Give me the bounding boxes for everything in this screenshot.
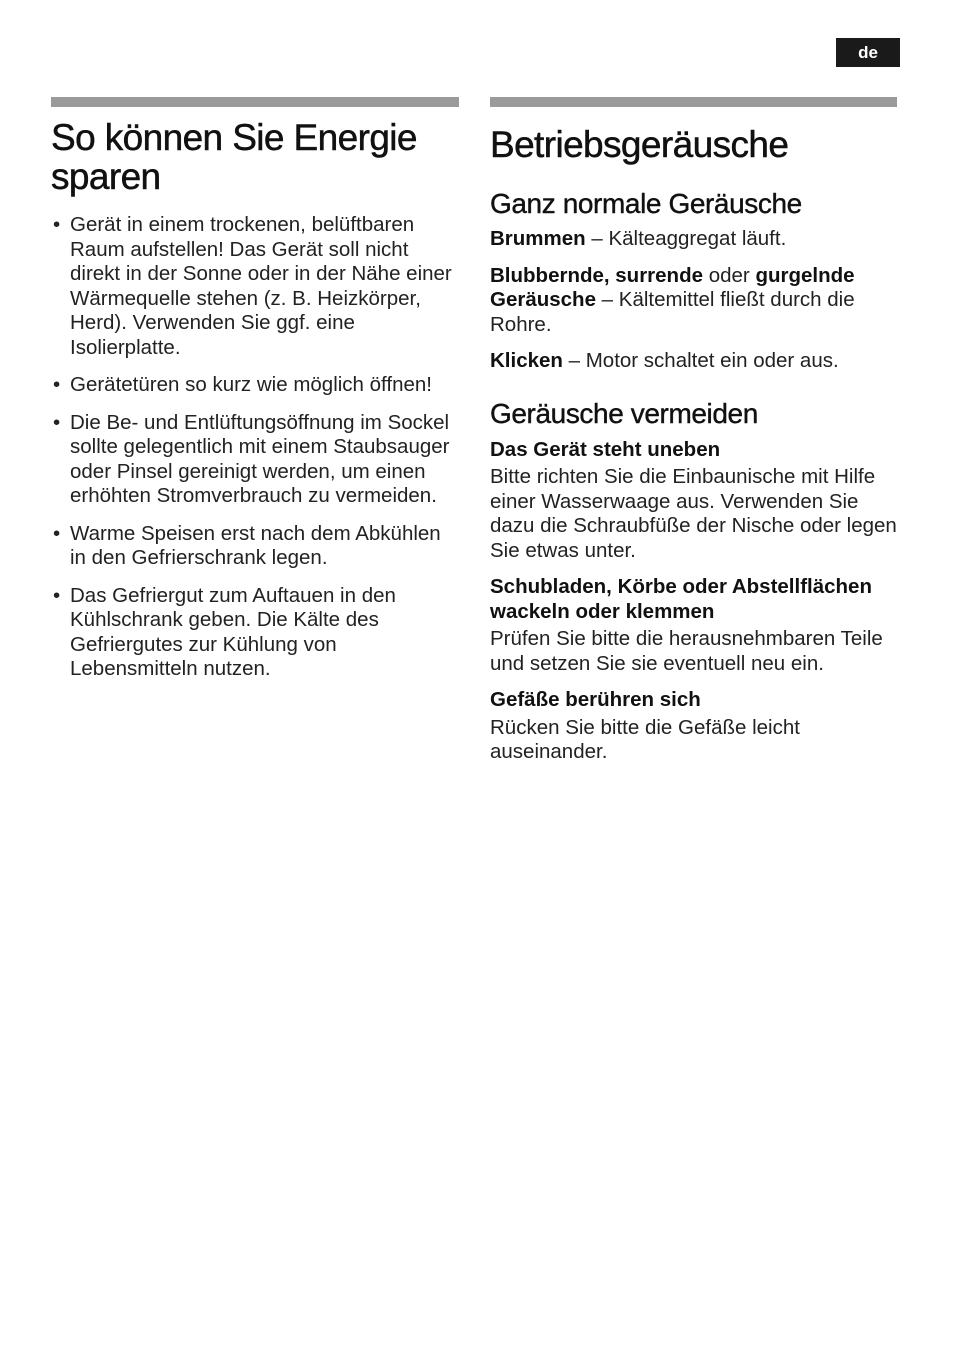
avoid-item-text: Rücken Sie bitte die Gefäße leicht auseinander. xyxy=(490,715,800,763)
bullet-icon: • xyxy=(53,521,61,545)
list-item xyxy=(51,584,459,682)
energy-tips-list xyxy=(51,213,459,682)
list-item xyxy=(51,411,459,509)
list-item-text: Warme Speisen erst nach dem Abkühlen in den Gefrierschrank legen. xyxy=(70,521,441,569)
list-item-text: Die Be- und Entlüftungsöffnung im Sockel sollte gelegentlich mit einem Staubsauger oder Pinsel gereinigt werden, um einen erhöhten Stromverbrauch zu vermeiden. xyxy=(70,410,450,507)
section-divider-bar xyxy=(51,97,459,107)
avoid-noises-heading: Geräusche vermeiden xyxy=(490,397,758,429)
section-divider-bar xyxy=(490,97,897,107)
noise-term: Blubbernde, surrende xyxy=(490,263,704,287)
avoid-item xyxy=(490,575,900,676)
operating-noises-title: Betriebsgeräusche xyxy=(490,124,789,165)
avoid-item-title: Schubladen, Körbe oder Abstellflächen wackeln oder klemmen xyxy=(490,575,872,623)
noise-term: gurgelnde Geräusche xyxy=(490,263,855,311)
bullet-icon: • xyxy=(53,373,61,396)
energy-saving-title: So können Sie Energie sparen xyxy=(51,117,417,197)
avoid-item-title: Gefäße berühren sich xyxy=(490,688,701,711)
list-item xyxy=(51,213,459,360)
noise-klicken xyxy=(490,349,900,374)
avoid-item xyxy=(490,438,900,564)
language-badge: de xyxy=(836,38,900,67)
noise-brummen xyxy=(490,227,900,252)
bullet-icon: • xyxy=(53,213,61,236)
normal-noises-heading: Ganz normale Geräusche xyxy=(490,188,802,219)
bullet-icon: • xyxy=(53,583,61,607)
list-item xyxy=(51,373,459,398)
noise-term: Klicken xyxy=(490,349,563,372)
operating-noises-section xyxy=(490,97,900,765)
noise-description: – Kälteaggregat läuft. xyxy=(585,227,787,250)
avoid-item-text: Prüfen Sie bitte die herausnehmbaren Teile und setzen Sie sie eventuell neu ein. xyxy=(490,627,883,675)
list-item-text: Gerätetüren so kurz wie möglich öffnen! xyxy=(70,373,432,396)
avoid-item xyxy=(490,688,900,765)
list-item-text: Gerät in einem trockenen, belüftbaren Raum aufstellen! Das Gerät soll nicht direkt in der Sonne oder in der Nähe einer Wärmequelle stehen (z. B. Heizkörper, Herd). Verwenden Sie ggf. eine Isolierplatte. xyxy=(70,213,452,359)
list-item-text: Das Gefriergut zum Auftauen in den Kühlschrank geben. Die Kälte des Gefriergutes zur Kühlung von Lebensmitteln nutzen. xyxy=(70,583,396,680)
noise-connector: oder xyxy=(703,263,756,287)
noise-description: – Motor schaltet ein oder aus. xyxy=(562,349,839,372)
noise-term: Brummen xyxy=(490,227,586,250)
energy-saving-section xyxy=(51,97,459,695)
noise-description: – Kältemittel fließt durch die Rohre. xyxy=(490,288,855,336)
list-item xyxy=(51,522,459,571)
noise-blubbern xyxy=(490,264,900,338)
avoid-item-title: Das Gerät steht uneben xyxy=(490,437,721,461)
bullet-icon: • xyxy=(53,410,61,434)
avoid-item-text: Bitte richten Sie die Einbaunische mit Hilfe einer Wasserwaage aus. Verwenden Sie dazu die Schraubfüße der Nische oder legen Sie etwas unter. xyxy=(490,465,897,562)
